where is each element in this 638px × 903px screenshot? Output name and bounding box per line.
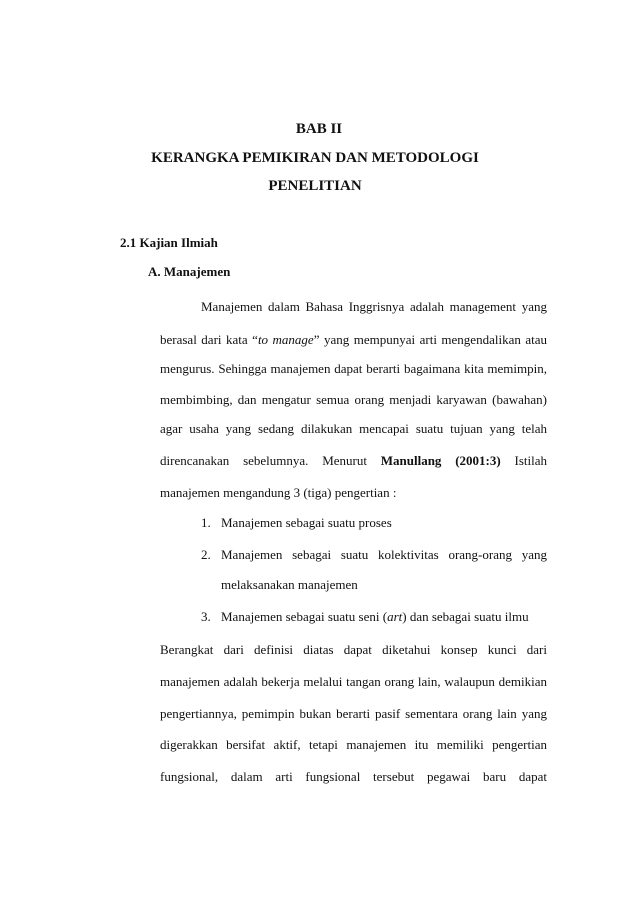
paragraph2-line2: manajemen adalah bekerja melalui tangan orang lain, walaupun demikian [160,674,547,689]
chapter-number: BAB II [295,121,343,137]
chapter-title-line2: PENELITIAN [268,178,362,194]
list-item: 3. Manajemen sebagai suatu seni (art) dan sebagai suatu ilmu [201,609,529,624]
paragraph1-line4: membimbing, dan mengatur semua orang menjadi karyawan (bawahan) [160,392,547,407]
section-title: 2.1 Kajian Ilmiah [120,235,218,250]
paragraph1-line3: mengurus. Sehingga manajemen dapat berarti bagaimana kita memimpin, [160,361,547,376]
paragraph1-line1: Manajemen dalam Bahasa Inggrisnya adalah management yang [201,299,547,314]
subsection-title: A. Manajemen [148,264,231,279]
paragraph2-line3: pengertiannya, pemimpin bukan berarti pasif sementara orang lain yang [160,706,547,721]
list-item-continuation: melaksanakan manajemen [221,577,358,592]
paragraph2-line4: digerakkan bersifat aktif, tetapi manajemen itu memiliki pengertian [160,737,547,752]
paragraph1-line6: direncanakan sebelumnya. Menurut Manullang (2001:3) Istilah [160,453,547,468]
paragraph1-line5: agar usaha yang sedang dilakukan mencapai suatu tujuan yang telah [160,421,547,436]
paragraph2-line5: fungsional, dalam arti fungsional tersebut pegawai baru dapat [160,769,547,784]
paragraph2-line1: Berangkat dari definisi diatas dapat diketahui konsep kunci dari [160,642,547,657]
list-item: 1. Manajemen sebagai suatu proses [201,515,392,530]
list-item: 2. Manajemen sebagai suatu kolektivitas orang-orang yang [201,547,547,562]
paragraph1-line7: manajemen mengandung 3 (tiga) pengertian : [160,485,397,500]
paragraph1-line2: berasal dari kata “to manage” yang mempunyai arti mengendalikan atau [160,332,547,347]
chapter-title-line1: KERANGKA PEMIKIRAN DAN METODOLOGI [151,150,479,166]
